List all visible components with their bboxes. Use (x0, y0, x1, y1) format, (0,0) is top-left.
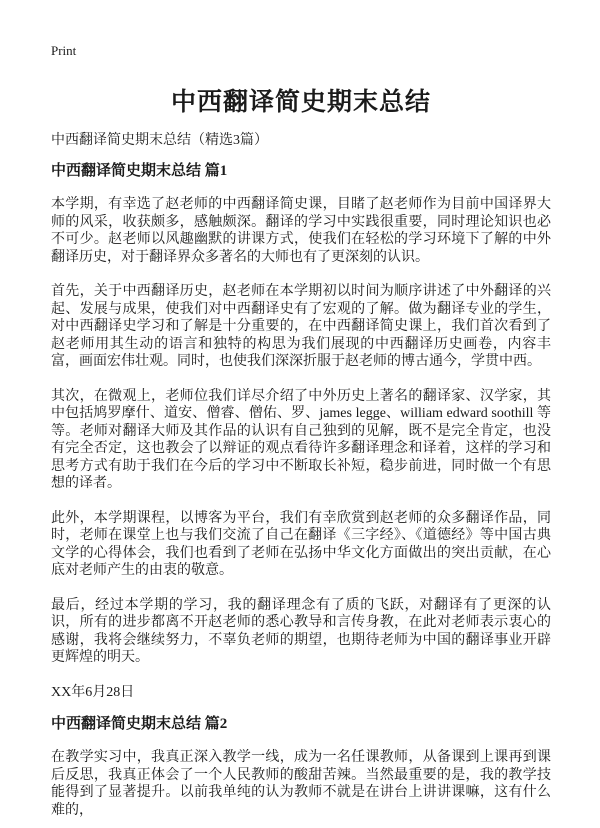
document-subtitle: 中西翻译简史期末总结（精选3篇） (51, 133, 268, 148)
section-1-paragraph-4: 此外，本学期课程，以博客为平台，我们有幸欣赏到赵老师的众多翻译作品，同时，老师在课堂上也与我们交流了自己在翻译《三字经》、《道德经》等中国古典文学的心得体会，我们也看到了老师在弘扬中华文化方面做出的突出贡献，在心底对老师产生的由衷的敬意。 (51, 510, 551, 578)
section-1-date: XX年6月28日 (51, 684, 135, 700)
print-button[interactable]: Print (51, 43, 77, 58)
section-1-heading: 中西翻译简史期末总结 篇1 (51, 163, 228, 179)
section-1-paragraph-5: 最后，经过本学期的学习，我的翻译理念有了质的飞跃，对翻译有了更深的认识，所有的进步都离不开赵老师的悉心教导和言传身教，在此对老师表示衷心的感谢，我将会继续努力，不辜负老师的期望，也期待老师为中国的翻译事业开辟更辉煌的明天。 (51, 597, 551, 665)
section-1-paragraph-1: 本学期，有幸选了赵老师的中西翻译简史课，目睹了赵老师作为目前中国译界大师的风采，收获颇多，感触颇深。翻译的学习中实践很重要，同时理论知识也必不可少。赵老师以风趣幽默的讲课方式，使我们在轻松的学习环境下了解的中外翻译历史，对于翻译界众多著名的大师也有了更深刻的认识。 (51, 197, 551, 265)
section-1-paragraph-3: 其次，在微观上，老师位我们详尽介绍了中外历史上著名的翻译家、汉学家，其中包括鸠罗摩什、道安、僧睿、僧佑、罗、james legge、william edward soothill 等等。老师对翻译大师及其作品的认识有自己独到的见解，既不是完全肯定，也没有完全否定，这也教会了以辩证的观点看待许多翻译理念和译着，这样的学习和思考方式有助于我们在今后的学习中不断取长补短，稳步前进，同时做一个有思想的译者。 (51, 388, 551, 491)
document-title: 中西翻译简史期末总结 (170, 89, 431, 116)
section-2-paragraph-1: 在教学实习中，我真正深入教学一线，成为一名任课教师，从备课到上课再到课后反思，我真正体会了一个人民教师的酸甜苦辣。当然最重要的是，我的教学技能得到了显著提升。以前我单纯的认为教师不就是在讲台上讲讲课嘛，这有什么难的， (51, 750, 551, 818)
section-1-paragraph-2: 首先，关于中西翻译历史，赵老师在本学期初以时间为顺序讲述了中外翻译的兴起、发展与成果，使我们对中西翻译史有了宏观的了解。做为翻译专业的学生，对中西翻译史学习和了解是十分重要的，在中西翻译简史课上，我们首次看到了赵老师用其生动的语言和独特的构思为我们展现的中西翻译历史画卷，内容丰富，画面宏伟壮观。同时，也使我们深深折服于赵老师的博古通今，学贯中西。 (51, 284, 551, 369)
section-2-heading: 中西翻译简史期末总结 篇2 (51, 716, 228, 732)
